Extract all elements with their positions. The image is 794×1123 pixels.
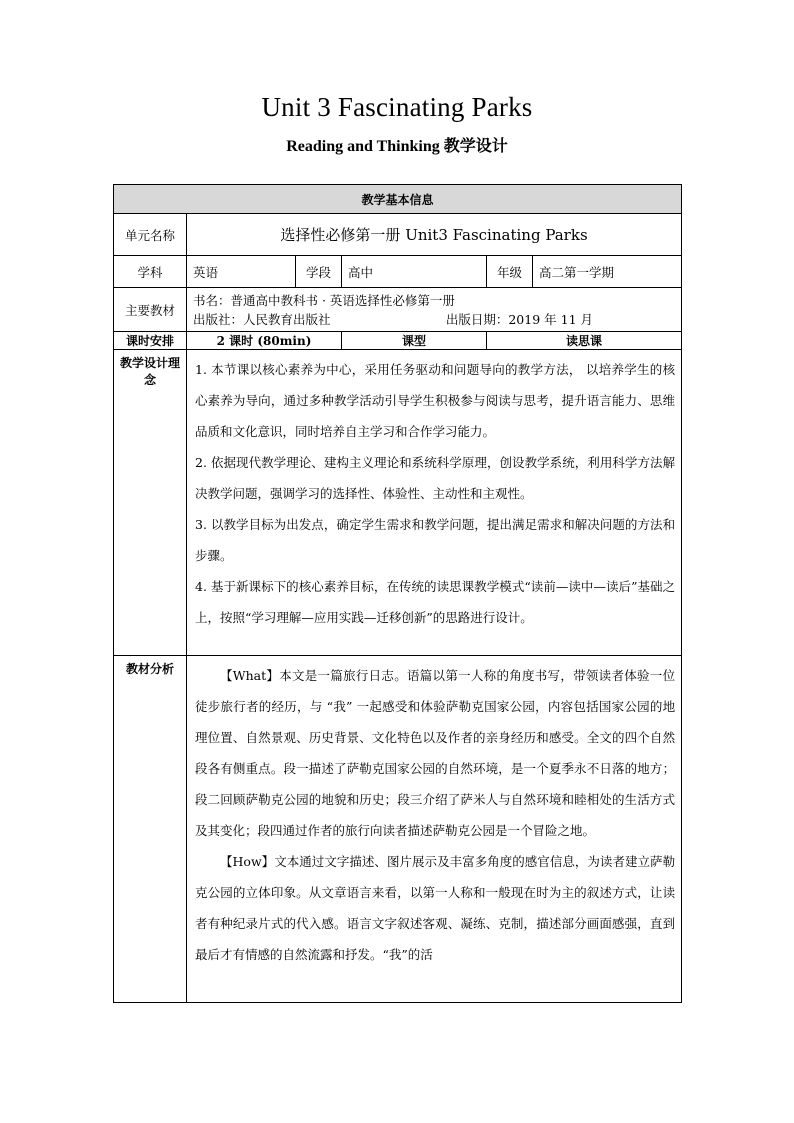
document-subtitle: Reading and Thinking 教学设计: [286, 138, 508, 155]
lesson-type-value: 读思课: [487, 332, 682, 350]
analysis-content: [187, 656, 682, 1003]
schedule-value: 2 课时 (80min): [187, 332, 342, 350]
analysis-how: 【How】文本通过文字描述、图片展示及丰富多角度的感官信息，为读者建立萨勒克公园的立体印象。从文章语言来看，以第一人称和一般现在时为主的叙述方式，让读者有种纪录片式的代入感。语言文字叙述客观、凝练、克制，描述部分画面感强，直到最后才有情感的自然流露和抒发。“我”的活: [195, 854, 676, 962]
grade-value: 高二第一学期: [533, 256, 682, 288]
table-header: 教学基本信息: [114, 185, 682, 214]
document-title: Unit 3 Fascinating Parks: [261, 92, 533, 122]
subject-value: 英语: [187, 256, 296, 288]
philosophy-item-4: 4. 基于新课标下的核心素养目标，在传统的读思课教学模式“读前—读中—读后”基础之上，按照“学习理解—应用实践—迁移创新”的思路进行设计。: [195, 579, 676, 625]
publisher: 出版社：人民教育出版社: [193, 311, 331, 327]
philosophy-item-1: 1. 本节课以核心素养为中心，采用任务驱动和问题导向的教学方法， 以培养学生的核心素养为导向，通过多种教学活动引导学生积极参与阅读与思考，提升语言能力、思维品质和文化意识，同时培养自主学习和合作学习能力。: [195, 362, 676, 439]
textbook-title: 书名：普通高中教科书 · 英语选择性必修第一册: [193, 292, 455, 308]
stage-label: 学段: [296, 256, 342, 288]
textbook-info: [187, 288, 682, 332]
unit-label: 单元名称: [114, 214, 187, 256]
unit-value: 选择性必修第一册 Unit3 Fascinating Parks: [187, 214, 682, 256]
analysis-label: 教材分析: [114, 656, 187, 1003]
lesson-type-label: 课型: [342, 332, 487, 350]
philosophy-item-3: 3. 以教学目标为出发点，确定学生需求和教学问题，提出满足需求和解决问题的方法和步骤。: [195, 517, 676, 563]
philosophy-item-2: 2. 依据现代教学理论、建构主义理论和系统科学原理，创设教学系统，利用科学方法解决教学问题，强调学习的选择性、体验性、主动性和主观性。: [195, 455, 676, 501]
schedule-label: 课时安排: [114, 332, 187, 350]
info-table: [113, 184, 682, 1003]
stage-value: 高中: [342, 256, 487, 288]
textbook-label: 主要教材: [114, 288, 187, 332]
analysis-what: 【What】本文是一篇旅行日志。语篇以第一人称的角度书写，带领读者体验一位徒步旅行者的经历，与 “我” 一起感受和体验萨勒克国家公园，内容包括国家公园的地理位置、自然景观、历史背景、文化特色以及作者的亲身经历和感受。全文的四个自然段各有侧重点。段一描述了萨勒克国家公园的自然环境，是一个夏季永不日落的地方；段二回顾萨勒克公园的地貌和历史；段三介绍了萨米人与自然环境和睦相处的生活方式及其变化；段四通过作者的旅行向读者描述萨勒克公园是一个冒险之地。: [195, 668, 676, 838]
publish-date: 出版日期：2019 年 11 月: [445, 311, 593, 327]
philosophy-label: 教学设计理念: [114, 350, 187, 656]
subject-label: 学科: [114, 256, 187, 288]
philosophy-content: [187, 350, 682, 656]
grade-label: 年级: [487, 256, 533, 288]
